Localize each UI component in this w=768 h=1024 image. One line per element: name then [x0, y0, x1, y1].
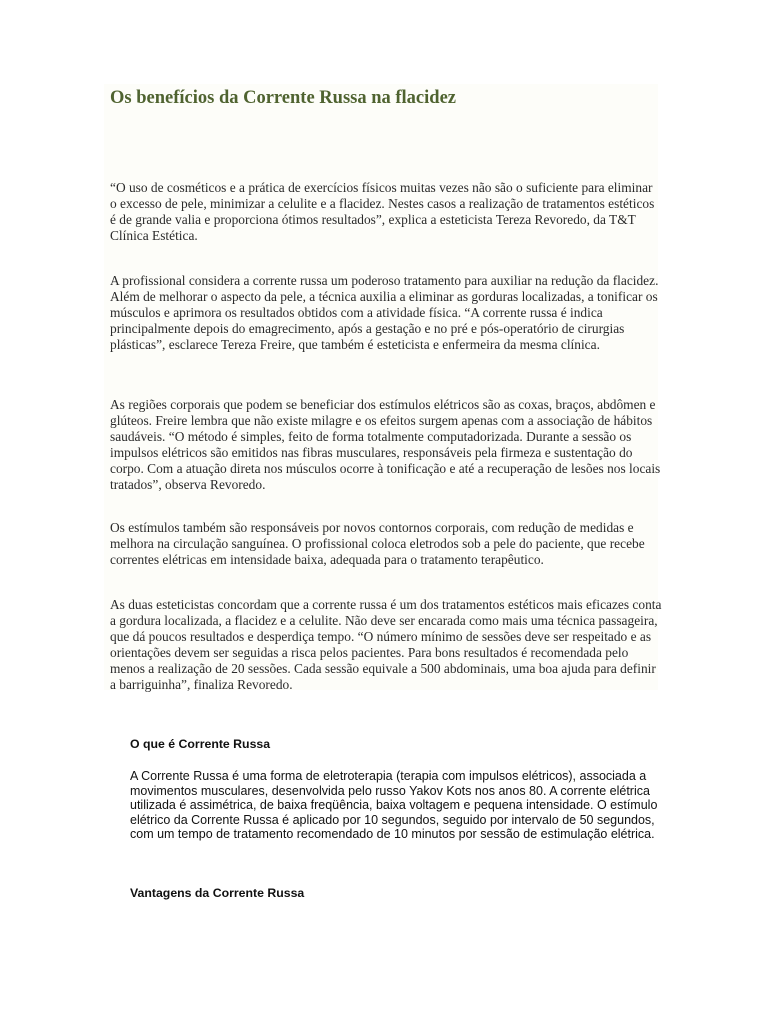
what-is-heading: O que é Corrente Russa — [130, 737, 271, 751]
article-paragraph-4: Os estímulos também são responsáveis por novos contornos corporais, com redução de medidas e melhora na circulação sanguínea. O profissional coloca eletrodos sob a pele do paciente, que recebe correntes elétricas em intensidade baixa, adequada para o tratamento terapêutico. — [110, 520, 645, 567]
advantages-heading: Vantagens da Corrente Russa — [130, 886, 305, 900]
what-is-paragraph: A Corrente Russa é uma forma de eletroterapia (terapia com impulsos elétricos), associada a movimentos musculares, desenvolvida pelo russo Yakov Kots nos anos 80. A corrente elétrica utilizada é assimétrica, de baixa freqüência, baixa voltagem e pequena intensidade. O estímulo elétrico da Corrente Russa é aplicado por 10 segundos, seguido por intervalo de 50 segundos, com um tempo de tratamento recomendado de 10 minutos por sessão de estimulação elétrica. — [130, 769, 658, 842]
article-paragraph-5: As duas esteticistas concordam que a corrente russa é um dos tratamentos estéticos mais eficazes conta a gordura localizada, a flacidez e a celulite. Não deve ser encarada como mais uma técnica passageira, que dá poucos resultados e desperdiça tempo. “O número mínimo de sessões deve ser respeitado e as orientações devem ser seguidas a risca pelos pacientes. Para bons resultados é recomendada pelo menos a realização de 20 sessões. Cada sessão equivale a 500 abdominais, uma boa ajuda para definir a barriguinha”, finaliza Revoredo. — [110, 597, 662, 692]
article-paragraph-1: “O uso de cosméticos e a prática de exercícios físicos muitas vezes não são o suficiente para eliminar o excesso de pele, minimizar a celulite e a flacidez. Nestes casos a realização de tratamentos estéticos é de grande valia e proporciona ótimos resultados”, explica a esteticista Tereza Revoredo, da T&T Clínica Estética. — [110, 180, 655, 243]
article-paragraph-2: A profissional considera a corrente russa um poderoso tratamento para auxiliar na redução da flacidez. Além de melhorar o aspecto da pele, a técnica auxilia a eliminar as gorduras localizadas, a tonificar os músculos e aprimora os resultados obtidos com a atividade física. “A corrente russa é indica principalmente depois do emagrecimento, após a gestação e no pré e pós-operatório de cirurgias plásticas”, esclarece Tereza Freire, que também é esteticista e enfermeira da mesma clínica. — [110, 273, 659, 352]
article-title: Os benefícios da Corrente Russa na flacidez — [110, 88, 456, 108]
article-paragraph-3: As regiões corporais que podem se beneficiar dos estímulos elétricos são as coxas, braços, abdômen e glúteos. Freire lembra que não existe milagre e os efeitos surgem apenas com a associação de hábitos saudáveis. “O método é simples, feito de forma totalmente computadorizada. Durante a sessão os impulsos elétricos são emitidos nas fibras musculares, responsáveis pela firmeza e sustentação do corpo. Com a atuação direta nos músculos ocorre à tonificação e até a recuperação de lesões nos locais tratados”, observa Revoredo. — [110, 397, 661, 492]
